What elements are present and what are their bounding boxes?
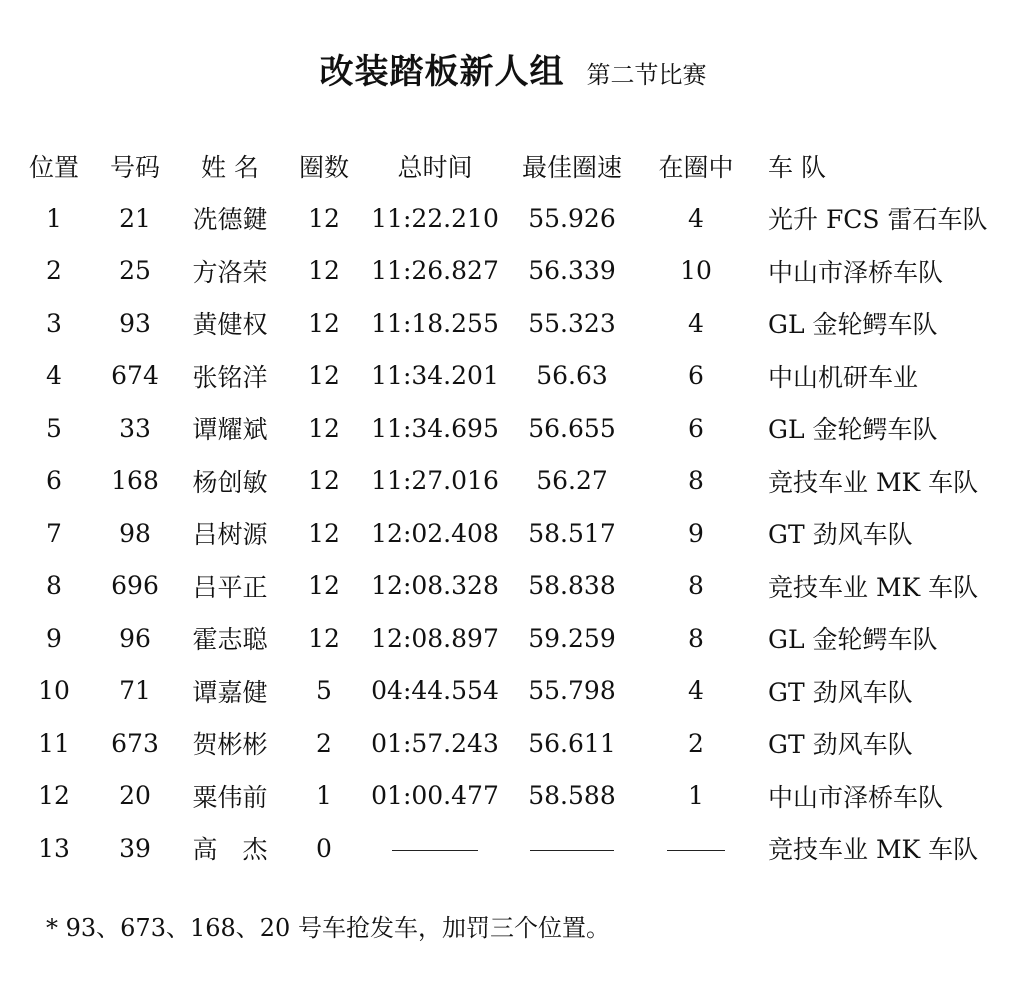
header-best-lap-number: 在圈中 <box>658 153 734 182</box>
header-best-lap: 最佳圈速 <box>521 153 622 182</box>
cell-best-lap: 56.27 <box>536 466 608 496</box>
cell-best-lap: 56.63 <box>536 361 608 391</box>
cell-number: 25 <box>119 256 151 286</box>
cell-best-lap-number <box>624 822 768 875</box>
cell-best-lap-number: 8 <box>688 466 704 496</box>
table-row <box>0 245 1026 298</box>
cell-laps: 1 <box>316 781 332 811</box>
cell-best-lap <box>520 822 624 875</box>
cell-position: 2 <box>46 256 62 286</box>
cell-best-lap: 55.323 <box>528 308 616 338</box>
cell-position: 6 <box>46 466 62 496</box>
header-total-time: 总时间 <box>397 153 473 182</box>
cell-best-lap-number: 10 <box>680 256 712 286</box>
cell-position: 9 <box>46 623 62 653</box>
cell-team: 竞技车业 MK 车队 <box>768 467 979 497</box>
cell-number: 33 <box>119 413 151 443</box>
cell-best-lap: 55.798 <box>528 676 616 706</box>
cell-best-lap-number: 6 <box>688 361 704 391</box>
header-number: 号码 <box>109 153 160 182</box>
cell-name: 贺彬彬 <box>192 730 268 760</box>
cell-number: 21 <box>119 203 151 233</box>
cell-name: 张铭洋 <box>192 362 268 392</box>
empty-dash-line <box>392 850 478 851</box>
cell-best-lap-number: 9 <box>688 518 704 548</box>
cell-laps: 12 <box>308 413 340 443</box>
cell-laps: 5 <box>316 676 332 706</box>
cell-laps: 12 <box>308 361 340 391</box>
cell-team: 中山机研车业 <box>768 362 919 392</box>
cell-total-time <box>350 822 520 875</box>
cell-team: GT 劲风车队 <box>768 730 913 760</box>
cell-number: 98 <box>119 518 151 548</box>
cell-number: 168 <box>111 466 159 496</box>
cell-team: GT 劲风车队 <box>768 677 913 707</box>
cell-best-lap: 56.655 <box>528 413 616 443</box>
cell-best-lap: 56.611 <box>528 728 616 758</box>
cell-total-time: 01:57.243 <box>371 728 499 758</box>
cell-total-time: 01:00.477 <box>371 781 499 811</box>
cell-number: 71 <box>119 676 151 706</box>
cell-total-time: 11:22.210 <box>371 203 499 233</box>
cell-name: 粟伟前 <box>192 782 268 812</box>
cell-position: 12 <box>38 781 70 811</box>
cell-name: 高 杰 <box>192 835 268 865</box>
header-name: 姓 名 <box>201 153 259 182</box>
cell-position: 11 <box>38 728 70 758</box>
cell-best-lap-number: 6 <box>688 413 704 443</box>
cell-number: 39 <box>119 833 151 863</box>
header-laps: 圈数 <box>298 153 349 182</box>
cell-best-lap: 58.838 <box>528 571 616 601</box>
cell-best-lap-number: 4 <box>688 308 704 338</box>
cell-position: 1 <box>46 203 62 233</box>
cell-name: 霍志聪 <box>192 625 268 655</box>
cell-position: 13 <box>38 833 70 863</box>
table-row <box>0 665 1026 718</box>
cell-name: 黄健权 <box>192 310 268 340</box>
cell-total-time: 12:08.897 <box>371 623 499 653</box>
empty-dash-line <box>667 850 725 851</box>
cell-total-time: 11:34.695 <box>371 413 499 443</box>
table-row <box>0 192 1026 245</box>
footnote: * 93、673、168、20 号车抢发车，加罚三个位置。 <box>46 914 610 942</box>
page-title: 改装踏板新人组 <box>319 52 565 92</box>
cell-laps: 12 <box>308 308 340 338</box>
cell-best-lap-number: 4 <box>688 203 704 233</box>
cell-total-time: 12:08.328 <box>371 571 499 601</box>
cell-team: 竞技车业 MK 车队 <box>768 572 979 602</box>
title-row <box>0 44 1026 93</box>
cell-best-lap-number: 4 <box>688 676 704 706</box>
cell-best-lap-number: 2 <box>688 728 704 758</box>
cell-position: 3 <box>46 308 62 338</box>
cell-name: 谭耀斌 <box>192 415 268 445</box>
cell-number: 674 <box>111 361 159 391</box>
cell-total-time: 12:02.408 <box>371 518 499 548</box>
cell-team: 竞技车业 MK 车队 <box>768 835 979 865</box>
cell-number: 93 <box>119 308 151 338</box>
cell-team: GL 金轮鳄车队 <box>768 310 938 340</box>
cell-laps: 12 <box>308 518 340 548</box>
cell-team: 光升 FCS 雷石车队 <box>768 205 988 235</box>
empty-dash-line <box>530 850 614 851</box>
results-table <box>0 140 1026 875</box>
cell-total-time: 04:44.554 <box>371 676 499 706</box>
cell-team: GL 金轮鳄车队 <box>768 625 938 655</box>
table-row <box>0 717 1026 770</box>
cell-name: 冼德鍵 <box>192 205 268 235</box>
cell-total-time: 11:18.255 <box>371 308 499 338</box>
table-row <box>0 455 1026 508</box>
cell-laps: 12 <box>308 466 340 496</box>
table-row <box>0 350 1026 403</box>
cell-position: 8 <box>46 571 62 601</box>
cell-number: 673 <box>111 728 159 758</box>
cell-number: 696 <box>111 571 159 601</box>
table-row <box>0 770 1026 823</box>
cell-laps: 12 <box>308 256 340 286</box>
cell-name: 杨创敏 <box>192 467 268 497</box>
cell-laps: 2 <box>316 728 332 758</box>
cell-best-lap: 55.926 <box>528 203 616 233</box>
cell-total-time: 11:26.827 <box>371 256 499 286</box>
cell-team: GL 金轮鳄车队 <box>768 415 938 445</box>
table-row <box>0 612 1026 665</box>
table-row <box>0 402 1026 455</box>
cell-name: 方洛荣 <box>192 257 268 287</box>
table-row <box>0 507 1026 560</box>
table-row <box>0 560 1026 613</box>
cell-position: 10 <box>38 676 70 706</box>
cell-laps: 12 <box>308 623 340 653</box>
cell-laps: 12 <box>308 571 340 601</box>
cell-best-lap-number: 8 <box>688 623 704 653</box>
cell-best-lap-number: 1 <box>688 781 704 811</box>
cell-best-lap: 56.339 <box>528 256 616 286</box>
cell-number: 20 <box>119 781 151 811</box>
header-position: 位置 <box>28 153 79 182</box>
cell-name: 谭嘉健 <box>192 677 268 707</box>
cell-team: 中山市泽桥车队 <box>768 257 944 287</box>
cell-number: 96 <box>119 623 151 653</box>
header-team: 车 队 <box>768 153 826 182</box>
cell-position: 7 <box>46 518 62 548</box>
cell-best-lap: 58.517 <box>528 518 616 548</box>
table-row <box>0 297 1026 350</box>
cell-name: 吕平正 <box>192 572 268 602</box>
cell-laps: 0 <box>316 833 332 863</box>
cell-team: 中山市泽桥车队 <box>768 782 944 812</box>
cell-best-lap-number: 8 <box>688 571 704 601</box>
cell-position: 5 <box>46 413 62 443</box>
cell-laps: 12 <box>308 203 340 233</box>
cell-best-lap: 59.259 <box>528 623 616 653</box>
cell-best-lap: 58.588 <box>528 781 616 811</box>
cell-total-time: 11:27.016 <box>371 466 499 496</box>
cell-team: GT 劲风车队 <box>768 520 913 550</box>
cell-name: 吕树源 <box>192 520 268 550</box>
table-header-row <box>0 140 1026 192</box>
cell-total-time: 11:34.201 <box>371 361 499 391</box>
table-row <box>0 822 1026 875</box>
page-subtitle: 第二节比赛 <box>586 61 707 89</box>
cell-position: 4 <box>46 361 62 391</box>
